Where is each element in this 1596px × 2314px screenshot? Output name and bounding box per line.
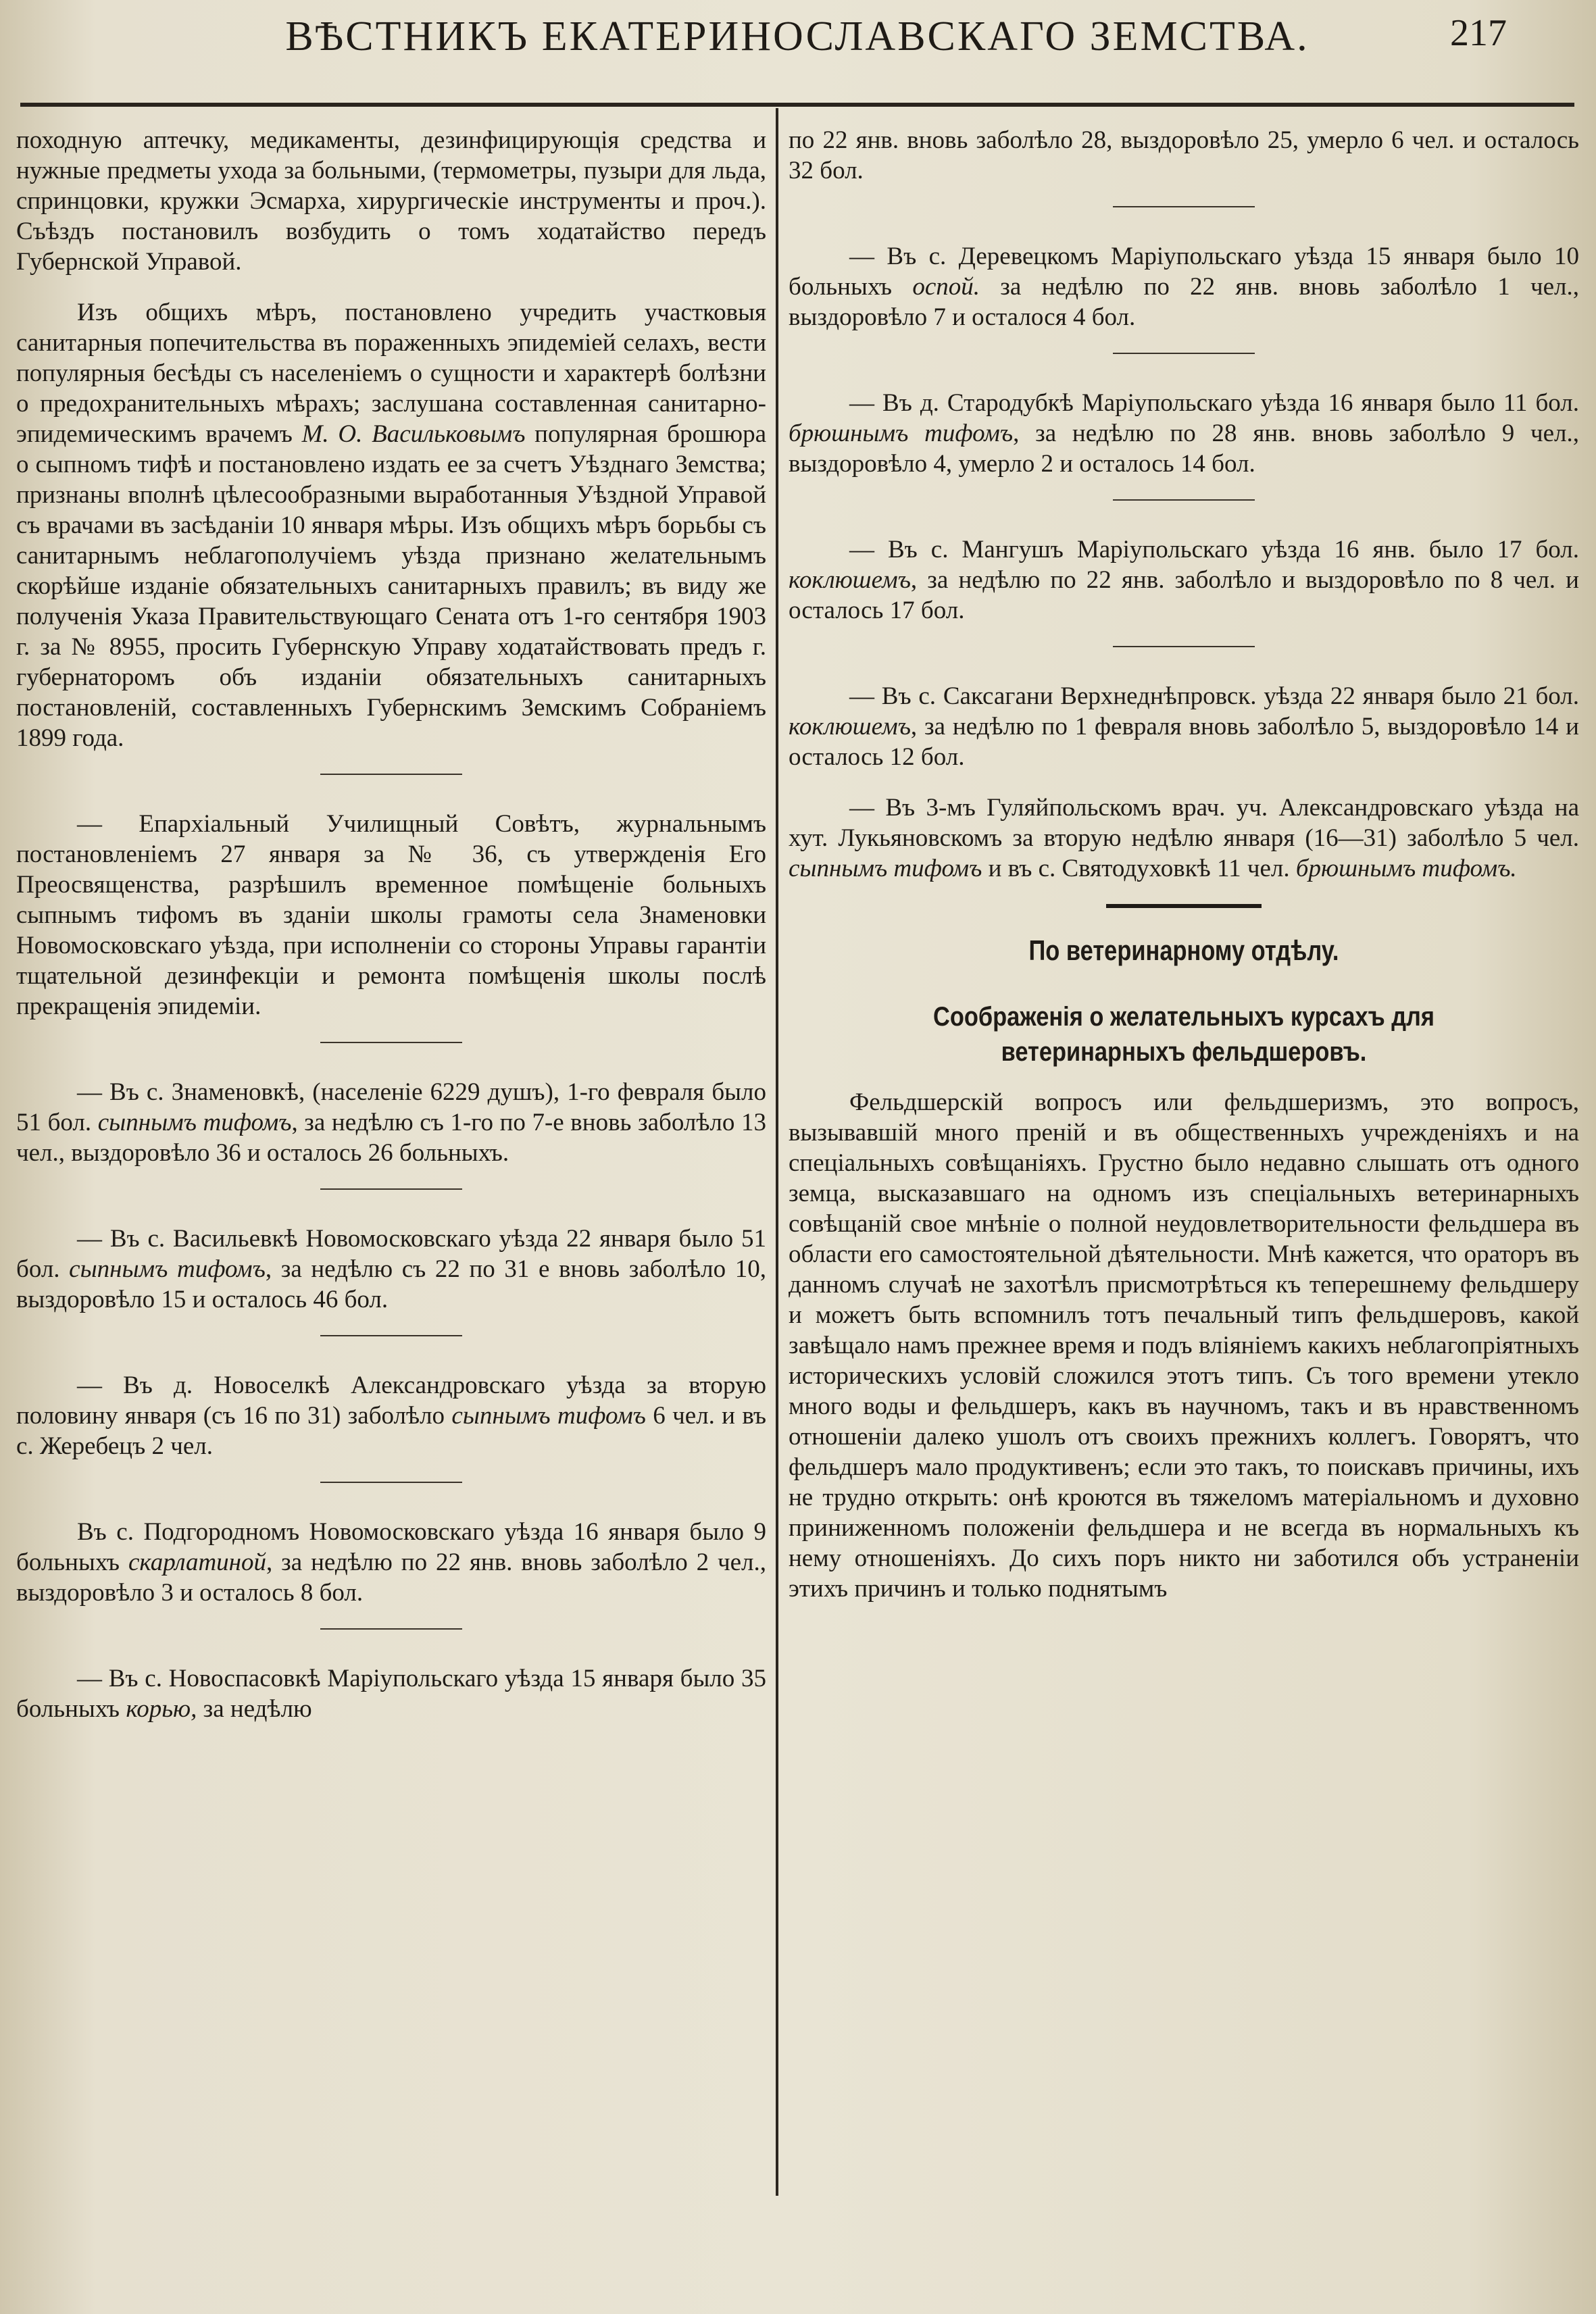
separator [1113, 646, 1255, 647]
separator [320, 774, 462, 775]
left-column [16, 125, 766, 1744]
page-header [0, 0, 1596, 101]
page-number: 217 [1450, 12, 1507, 54]
article-title: Соображенія о желательныхъ курсахъ для ветеринарныхъ фельдшеровъ. [933, 1002, 1435, 1067]
paragraph: Изъ общихъ мѣръ, постановлено учредить участковыя санитарныя попечительства въ пораженныхъ эпидеміей селахъ, вести популярныя бесѣды съ населеніемъ о сущности и характерѣ болѣзни о предохранительныхъ мѣрахъ; заслушана составленная санитарно-эпидемическимъ врачемъ М. О. Васильковымъ популярная брошюра о сыпномъ тифѣ и постановлено издать ее за счетъ Уѣзднаго Земства; признаны вполнѣ цѣлесообразными выработанныя Уѣздной Управой съ врачами въ засѣданіи 10 января мѣры. Изъ общихъ мѣръ борьбы съ санитарнымъ неблагополучіемъ уѣзда признано желательнымъ скорѣйше изданіе обязательныхъ санитарныхъ правилъ; въ виду же полученія Указа Правительствующаго Сената отъ 1-го сентября 1903 г. за № 8955, просить Губернскую Управу ходатайствовать предъ г. губернаторомъ объ изданіи обязательныхъ санитарныхъ постановленій, составленныхъ Губернскимъ Земскимъ Собраніемъ 1899 года. [16, 299, 766, 752]
paragraph: — Епархіальный Училищный Совѣтъ, журнальнымъ постановленіемъ 27 января за № 36, съ утвержденія Его Преосвященства, разрѣшилъ временное помѣщеніе больныхъ сыпнымъ тифомъ въ зданіи школы грамоты села Знаменовки Новомосковскаго уѣзда, при исполненіи со стороны Управы гарантіи тщательной дезинфекціи и ремонта помѣщенія школы послѣ прекращенія эпидеміи. [16, 810, 766, 1020]
separator [320, 1482, 462, 1483]
separator [320, 1628, 462, 1630]
right-column [789, 125, 1579, 1624]
paragraph: Фельдшерскій вопросъ или фельдшеризмъ, это вопросъ, вызывавшій много преній и въ общественныхъ учрежденіяхъ и на спеціальныхъ совѣщаніяхъ. Грустно было недавно слышать отъ одного земца, высказавшаго на одномъ изъ спеціальныхъ ветеринарныхъ совѣщаній свое мнѣніе о полной неудовлетворительности фельдшера въ области его самостоятельной дѣятельности. Мнѣ кажется, что ораторъ въ данномъ случаѣ не захотѣлъ присмотрѣться къ теперешнему фельдшеру и можетъ быть вспомнилъ тотъ печальный типъ фельдшеровъ, какой завѣщало намъ прежнее время и подъ вліяніемъ какихъ неблагопріятныхъ историческихъ условій сложился этотъ типъ. Съ того времени утекло много воды и фельдшеръ, какъ въ научномъ, такъ и въ нравственномъ отношеніи далеко ушолъ отъ своихъ прежнихъ коллегъ. Говорятъ, что фельдшеръ мало продуктивенъ; если это такъ, то поискавъ причины, ихъ не трудно открыть: онѣ кроются въ тяжеломъ матеріальномъ и духовно приниженномъ положеніи фельдшера и не всегда въ нормальныхъ къ нему отношеніяхъ. До сихъ поръ никто ни заботился объ устраненіи этихъ причинъ и только поднятымъ [789, 1088, 1579, 1603]
separator [1113, 353, 1255, 354]
running-title: ВѢСТНИКЪ ЕКАТЕРИНОСЛАВСКАГО ЗЕМСТВА. [285, 14, 1310, 59]
paragraph: — Въ д. Стародубкѣ Маріупольскаго уѣзда 16 января было 11 бол. брюшнымъ тифомъ, за недѣлю по 28 янв. вновь заболѣло 9 чел., выздоровѣло 4, умерло 2 и осталось 14 бол. [789, 389, 1579, 478]
section-title: По ветеринарному отдѣлу. [1028, 934, 1339, 966]
section-rule [1106, 904, 1262, 908]
paragraph: — Въ 3-мъ Гуляйпольскомъ врач. уч. Александровскаго уѣзда на хут. Лукьяновскомъ за вторую недѣлю января (16—31) заболѣло 5 чел. сыпнымъ тифомъ и въ с. Святодуховкѣ 11 чел. брюшнымъ тифомъ. [789, 794, 1579, 882]
paragraph: — Въ с. Мангушъ Маріупольскаго уѣзда 16 янв. было 17 бол. коклюшемъ, за недѣлю по 22 янв. заболѣло и выздоровѣло по 8 чел. и осталось 17 бол. [789, 536, 1579, 624]
separator [320, 1335, 462, 1336]
separator [320, 1188, 462, 1190]
paragraph: — Въ с. Саксагани Верхнеднѣпровск. уѣзда 22 января было 21 бол. коклюшемъ, за недѣлю по 1 февраля вновь заболѣло 5, выздоровѣло 14 и осталось 12 бол. [789, 682, 1579, 771]
paragraph: — Въ с. Новоспасовкѣ Маріупольскаго уѣзда 15 января было 35 больныхъ корью, за недѣлю [16, 1665, 766, 1723]
paragraph: — Въ с. Деревецкомъ Маріупольскаго уѣзда 15 января было 10 больныхъ оспой. за недѣлю по 22 янв. вновь заболѣло 1 чел., выздоровѣло 7 и осталося 4 бол. [789, 243, 1580, 331]
paragraph: походную аптечку, медикаменты, дезинфицирующія средства и нужные предметы ухода за больными, (термометры, пузыри для льда, спринцовки, кружки Эсмарха, хирургическіе инструменты и проч.). Съѣздъ постановилъ возбудить о томъ ходатайство передъ Губернской Управой. [16, 126, 766, 276]
author-name: М. О. Васильковымъ [301, 420, 526, 448]
separator [320, 1042, 462, 1043]
separator [1113, 499, 1255, 501]
separator [1113, 206, 1255, 207]
paragraph: Въ с. Подгородномъ Новомосковскаго уѣзда 16 января было 9 больныхъ скарлатиной, за недѣлю по 22 янв. вновь заболѣло 2 чел., выздоровѣло 3 и осталось 8 бол. [16, 1518, 767, 1607]
header-rule [20, 103, 1574, 107]
paragraph: — Въ с. Знаменовкѣ, (населеніе 6229 душъ), 1-го февраля было 51 бол. сыпнымъ тифомъ, за недѣлю съ 1-го по 7-е вновь заболѣло 13 чел., выздоровѣло 36 и осталось 26 больныхъ. [16, 1078, 766, 1167]
column-divider [776, 108, 778, 2196]
paragraph: по 22 янв. вновь заболѣло 28, выздоровѣло 25, умерло 6 чел. и осталось 32 бол. [789, 126, 1579, 184]
paragraph: — Въ д. Новоселкѣ Александровскаго уѣзда за вторую половину января (съ 16 по 31) заболѣло сыпнымъ тифомъ 6 чел. и въ с. Жеребецъ 2 чел. [16, 1372, 767, 1460]
paragraph: — Въ с. Васильевкѣ Новомосковскаго уѣзда 22 января было 51 бол. сыпнымъ тифомъ, за недѣлю съ 22 по 31 е вновь заболѣло 10, выздоровѣло 15 и осталось 46 бол. [16, 1225, 766, 1313]
